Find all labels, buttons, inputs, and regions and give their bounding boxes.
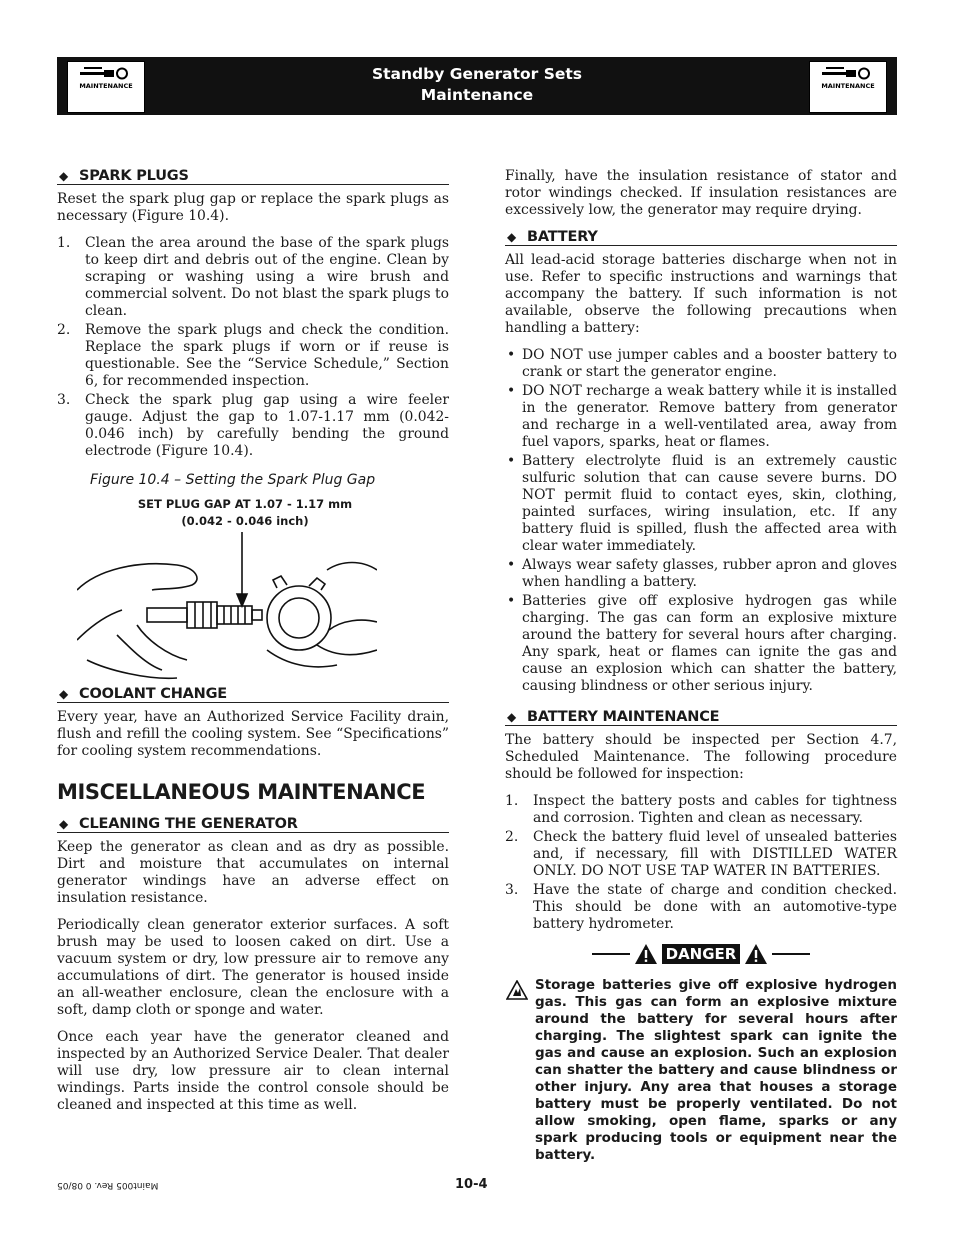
cleaning-paragraph-3: Once each year have the generator cleaned and inspected by an Authorized Service Dealer. That dealer will use dry, low pressure air to clean internal windings. Parts inside the control console should be cleaned and inspected at this time as well. [57, 1029, 449, 1113]
misc-maintenance-heading: MISCELLANEOUS MAINTENANCE [57, 780, 426, 804]
wrench-screwdriver-icon [820, 67, 876, 81]
section-heading-cleaning: ◆ CLEANING THE GENERATOR [57, 816, 449, 833]
section-heading-battery: ◆ BATTERY [505, 229, 897, 246]
title-line-2: Maintenance [420, 86, 534, 104]
badge-label: MAINTENANCE [821, 82, 875, 90]
title-line-1: Standby Generator Sets [371, 65, 583, 83]
section-heading-battery-maintenance: ◆ BATTERY MAINTENANCE [505, 709, 897, 726]
diamond-bullet-icon: ◆ [59, 817, 69, 831]
warning-triangle-icon [634, 943, 658, 965]
battery-maintenance-steps [505, 793, 897, 933]
maintenance-badge-right [809, 61, 887, 113]
page-title [57, 64, 897, 106]
cleaning-paragraph-1: Keep the generator as clean and as dry as possible. Dirt and moisture that accumulates on internal generator windings have an adverse effect on insulation resistance. [57, 839, 449, 906]
page-header [57, 57, 897, 115]
battery-intro: All lead-acid storage batteries discharge when not in use. Refer to specific instructions and warnings that accompany the battery. If such information is not available, observe the following precautions when handling a battery: [505, 252, 897, 336]
diamond-bullet-icon: ◆ [59, 169, 69, 183]
diamond-bullet-icon: ◆ [59, 687, 69, 701]
page-number: 10-4 [455, 1177, 488, 1192]
list-item: • Always wear safety glasses, rubber apron and gloves when handling a battery. [507, 557, 897, 590]
list-item: 3. Have the state of charge and condition checked. This should be done with an automotive-type battery hydrometer. [505, 882, 897, 932]
list-item: • DO NOT use jumper cables and a booster battery to crank or start the generator engine. [507, 347, 897, 380]
spark-plugs-steps [57, 235, 449, 460]
figure-caption: Figure 10.4 – Setting the Spark Plug Gap [90, 472, 376, 488]
left-column [57, 168, 449, 1124]
cleaning-paragraph-2: Periodically clean generator exterior surfaces. A soft brush may be used to loosen caked on dirt. Use a vacuum system or dry, low pressure air to remove any accumulations of dirt. The generator is housed inside an all-weather enclosure, clean the enclosure with a soft, damp cloth or sponge and water. [57, 917, 449, 1018]
spark-plugs-intro: Reset the spark plug gap or replace the spark plugs as necessary (Figure 10.4). [57, 191, 449, 224]
list-item: 1. Inspect the battery posts and cables for tightness and corrosion. Tighten and clean as necessary. [505, 793, 897, 826]
diamond-bullet-icon: ◆ [507, 710, 517, 724]
list-item: 1. Clean the area around the base of the spark plugs to keep dirt and debris out of the engine. Clean by scraping or washing using a wire brush and commercial solvent. Do not blast the spark plugs to clean. [57, 235, 449, 319]
document-id: Maint005 Rev. 0 08/05 [57, 1180, 159, 1190]
coolant-text: Every year, have an Authorized Service Facility drain, flush and refill the cooling system. See “Specifications” for cooling system recommendations. [57, 709, 449, 759]
insulation-paragraph: Finally, have the insulation resistance of stator and rotor windings checked. If insulation resistances are excessively low, the generator may require drying. [505, 168, 897, 218]
battery-precautions [505, 347, 897, 695]
danger-banner [505, 943, 897, 965]
list-item: 3. Check the spark plug gap using a wire feeler gauge. Adjust the gap to 1.07-1.17 mm (0.042-0.046 inch) by carefully bending the ground electrode (Figure 10.4). [57, 392, 449, 459]
right-column [505, 168, 897, 1164]
diamond-bullet-icon: ◆ [507, 230, 517, 244]
list-item: • DO NOT recharge a weak battery while it is installed in the generator. Remove battery from generator and recharge in a well-ventilated area, away from fuel vapors, sparks, heat or flames. [507, 383, 897, 450]
list-item: • Battery electrolyte fluid is an extremely caustic sulfuric solution that can cause severe burns. DO NOT permit fluid to contact eyes, skin, clothing, painted surfaces, wiring insulation, etc. If any battery fluid is spilled, flush the affected area with clear water immediately. [507, 453, 897, 554]
badge-label: MAINTENANCE [79, 82, 133, 90]
list-item: 2. Check the battery fluid level of unsealed batteries and, if necessary, fill with DISTILLED WATER ONLY. DO NOT USE TAP WATER IN BATTERIES. [505, 829, 897, 879]
spark-plug-gap-illustration [77, 530, 377, 680]
danger-text: Storage batteries give off explosive hydrogen gas. This gas can form an explosive mixture around the battery for several hours after charging. The slightest spark can ignite the gas and cause an explosion. Such an explosion can shatter the battery and cause blindness or other injury. Any area that houses a storage battery must be properly ventilated. Do not allow smoking, open flame, sparks or any spark producing tools or equipment near the battery. [535, 977, 897, 1163]
section-heading-spark-plugs: ◆ SPARK PLUGS [57, 168, 449, 185]
battery-maintenance-intro: The battery should be inspected per Section 4.7, Scheduled Maintenance. The following procedure should be followed for inspection: [505, 732, 897, 782]
explosion-hazard-icon [506, 980, 528, 1000]
danger-label: DANGER [662, 944, 741, 964]
figure-label: SET PLUG GAP AT 1.07 - 1.17 mm (0.042 - 0.046 inch) [137, 497, 353, 528]
warning-triangle-icon [744, 943, 768, 965]
danger-warning [505, 977, 897, 1164]
section-heading-coolant: ◆ COOLANT CHANGE [57, 686, 449, 703]
list-item: 2. Remove the spark plugs and check the condition. Replace the spark plugs if worn or if reuse is questionable. See the “Service Schedule,” Section 6, for recommended inspection. [57, 322, 449, 389]
list-item: • Batteries give off explosive hydrogen gas while charging. The gas can form an explosive mixture around the battery for several hours after charging. Any spark, heat or flames can ignite the gas and cause an explosion which can shatter the battery, causing blindness or other serious injury. [507, 593, 897, 694]
